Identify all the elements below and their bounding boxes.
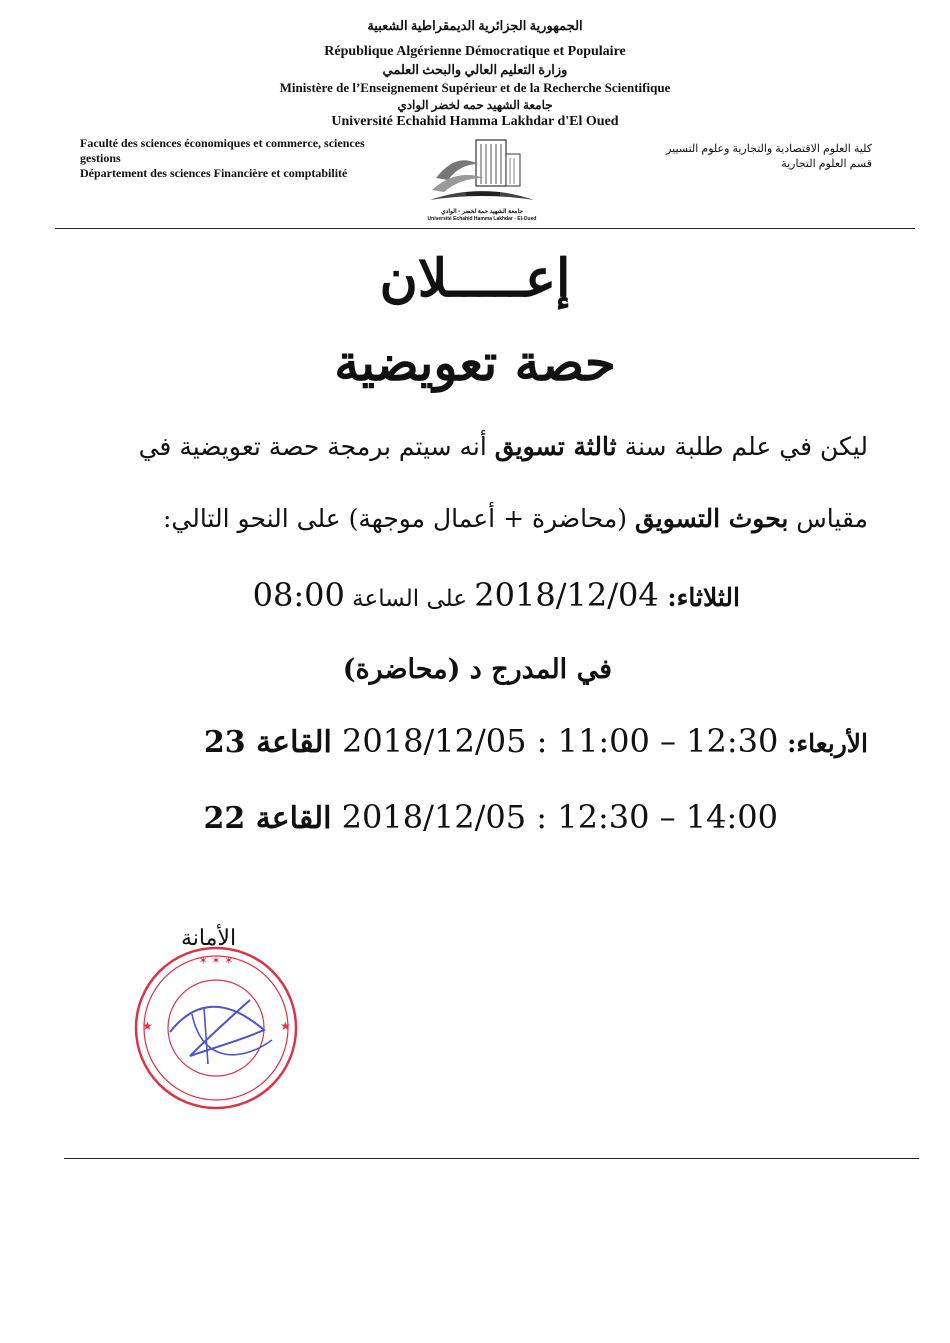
para1-text-end: أنه سيتم برمجة حصة تعويضية في — [138, 432, 495, 461]
svg-text:✶ ✶ ✶: ✶ ✶ ✶ — [198, 954, 234, 967]
faculty-left-block — [80, 136, 420, 181]
para1-level-bold: ثالثة تسويق — [494, 432, 617, 461]
header-divider — [55, 228, 915, 229]
logo-caption-arabic: جامعة الشهيد حمة لخضر - الوادي — [440, 209, 523, 215]
official-stamp — [132, 944, 300, 1112]
svg-text:★: ★ — [280, 1019, 291, 1033]
faculty-left-line2: gestions — [80, 151, 121, 165]
svg-text:★: ★ — [142, 1019, 153, 1033]
faculty-left-line3: Département des sciences Financière et comptabilité — [80, 166, 348, 180]
header-arabic-university: جامعة الشهيد حمه لخضر الوادي — [397, 98, 553, 112]
schedule-wednesday-1 — [204, 722, 868, 760]
schedule-tuesday — [253, 576, 740, 614]
para1-text-start: ليكن في علم طلبة سنة — [616, 432, 868, 461]
schedule-tuesday-place: في المدرج د (محاضرة) — [342, 654, 612, 685]
wednesday2-room: القاعة 22 — [203, 801, 332, 836]
faculty-right-line2: قسم العلوم التجارية — [781, 158, 872, 170]
signature-label: الأمانة — [181, 926, 237, 951]
header-french-university: Université Echahid Hamma Lakhdar d'El Oued — [331, 114, 619, 129]
wednesday-label: الأربعاء: — [778, 729, 868, 758]
wednesday1-room: القاعة 23 — [203, 725, 332, 760]
header-arabic-republic: الجمهورية الجزائرية الديمقراطية الشعبية — [367, 18, 583, 33]
logo-caption-french: Université Echahid Hamma Lakhdar - El-Oued — [427, 216, 537, 222]
tuesday-time-label: على الساعة — [344, 586, 475, 612]
announcement-title: إعـــــلان — [379, 248, 571, 309]
header-french-ministry: Ministère de l’Enseignement Supérieur et de la Recherche Scientifique — [279, 80, 671, 95]
wednesday2-slot: 2018/12/05 : 12:30 – 14:00 — [341, 798, 778, 836]
tuesday-date: 2018/12/04 — [474, 576, 659, 614]
tuesday-label: الثلاثاء: — [658, 583, 740, 612]
paragraph-line-1 — [139, 432, 868, 461]
wednesday1-slot: 2018/12/05 : 11:00 – 12:30 — [342, 722, 779, 760]
para2-text-start: مقياس — [788, 504, 868, 533]
tuesday-time: 08:00 — [252, 576, 345, 614]
faculty-right-block — [572, 142, 872, 172]
announcement-subtitle: حصة تعويضية — [334, 333, 616, 392]
university-building-icon — [426, 134, 538, 208]
stamp-seal-icon — [132, 944, 300, 1112]
faculty-left-line1: Faculté des sciences économiques et commerce, sciences — [80, 136, 365, 150]
header-arabic-ministry: وزارة التعليم العالي والبحث العلمي — [382, 62, 568, 77]
paragraph-line-2 — [163, 504, 868, 533]
schedule-wednesday-2 — [204, 798, 779, 836]
para2-text-end: (محاضرة + أعمال موجهة) على النحو التالي: — [163, 504, 635, 533]
faculty-right-line1: كلية العلوم الاقتصادية والتجارية وعلوم التسيير — [666, 143, 872, 155]
para2-module-bold: بحوث التسويق — [634, 504, 789, 533]
footer-divider — [64, 1158, 919, 1159]
university-logo — [426, 134, 538, 224]
header-french-republic: République Algérienne Démocratique et Populaire — [324, 44, 626, 59]
